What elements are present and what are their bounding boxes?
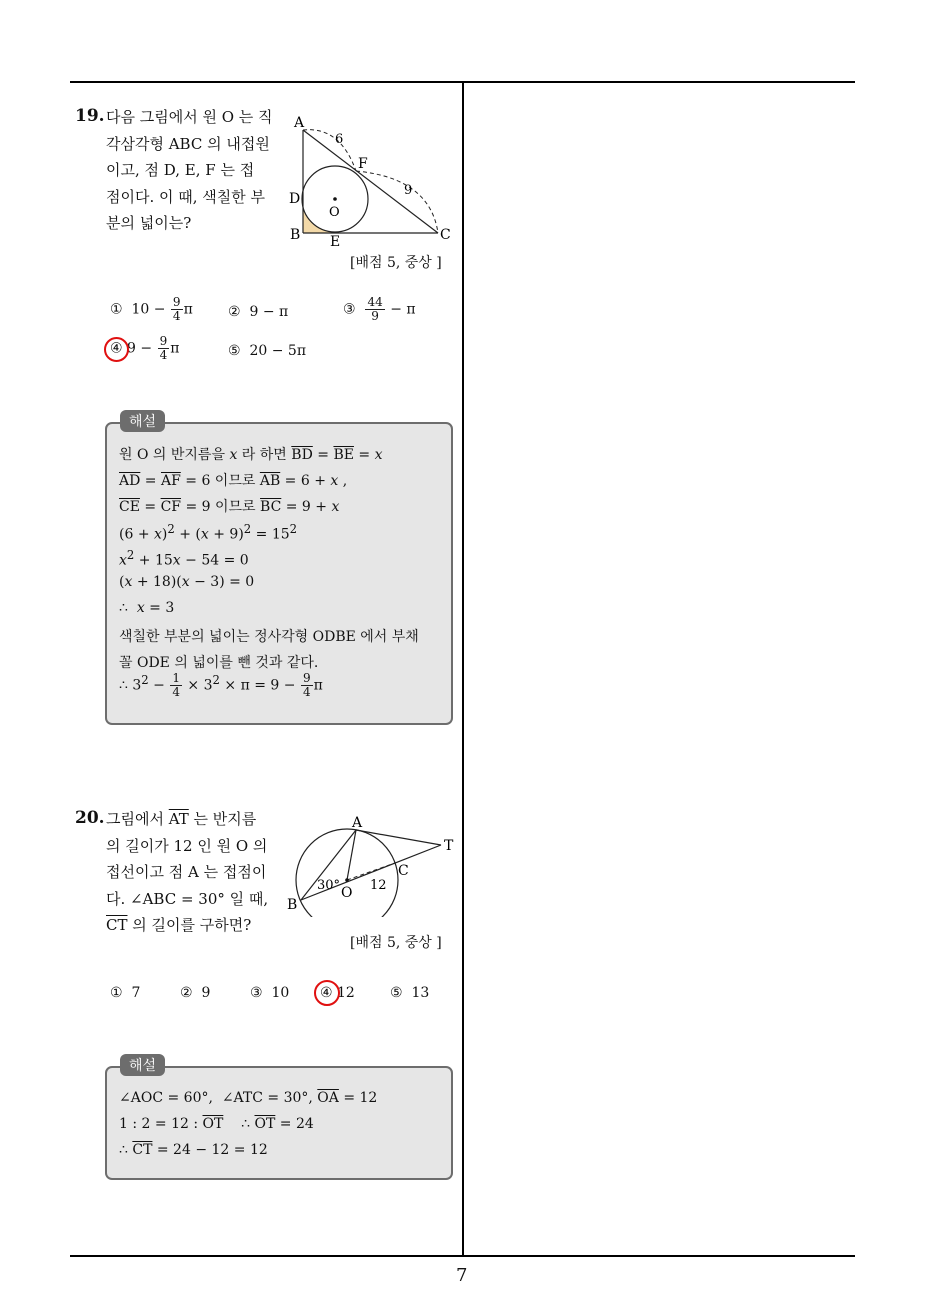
q20-solution-box [105,1066,453,1180]
label-t: T [444,838,454,854]
q20-figure [282,812,462,917]
label-o: O [341,885,353,901]
solution-line: $(6 + x)^2 + (x + 9)^2 = 15^2$ [119,522,298,543]
solution-line: ∴ $\overline{CT} = 24 - 12 = 12$ [119,1142,268,1158]
q20-text-line: 그림에서 $\overline{AT}$ 는 반지름 [106,810,257,828]
q20-text [106,806,274,939]
label-len-fc: 9 [404,183,413,198]
numerator: 9 [172,295,181,309]
denominator: 9 [371,309,379,323]
label-a: A [352,815,363,831]
choice-number: ② [180,985,193,1001]
page-number: 7 [456,1265,468,1286]
solution-line: 1 : 2 = 12 : $\overline{OT}$ ∴ $\overline{OT} = 24$ [119,1116,314,1132]
choice-value: 12 [337,985,355,1001]
q19-text-line: 점이다. 이 때, 색칠한 부 [106,187,266,206]
q20-choice-5[interactable] [390,985,429,1001]
choice-number: ④ [320,985,333,1001]
solution-line: ∠AOC = 60°, ∠ATC = 30°, $\overline{OA} = 12$ [119,1090,378,1106]
choice-pre: 10 − [131,301,166,318]
q19-choice-1[interactable] [110,296,193,323]
choice-number: ③ [343,301,356,318]
label-angle: 30° [317,878,341,893]
q20-number: 20. [75,808,105,828]
solution-line: 색칠한 부분의 넓이는 정사각형 ODBE 에서 부채 [119,629,419,645]
q20-score: [배점 5, 중상 ] [350,935,442,951]
q20-choice-1[interactable] [110,985,140,1001]
q20-choice-2[interactable] [180,985,210,1001]
q20-text-line: 다. ∠ABC = 30° 일 때, [106,889,269,908]
q20-text-line: 접선이고 점 A 는 접점이 [106,863,267,881]
q19-choice-2[interactable] [228,304,288,320]
choice-number: ① [110,985,123,1001]
q19-text [106,104,274,237]
choice-pre: 9 − [127,340,153,357]
q19-number: 19. [75,106,105,126]
q19-answer-mark [104,337,129,362]
center-dot [345,878,349,882]
q19-choice-5[interactable] [228,343,306,359]
denominator: 4 [159,348,168,362]
label-radius: 12 [370,878,387,893]
choice-value: 20 − 5π [249,343,307,359]
solution-line: (x + 18)(x − 3) = 0 [119,574,255,590]
choice-fraction [158,335,170,362]
solution-line: ∴ $3^2$ − $\frac{1}{4}$ × $3^2 \times \pi = 9$ − $\frac{9}{4}$ π [119,671,323,699]
choice-post: π [183,301,193,318]
radius-oa [347,830,356,880]
center-dot [333,197,337,201]
label-a: A [294,115,305,131]
label-b: B [287,897,298,913]
label-c: C [398,863,409,879]
choice-value: 9 [201,985,211,1001]
choice-post: − π [390,301,416,318]
label-len-af: 6 [335,132,344,147]
choice-number: ⑤ [228,343,241,359]
solution-line: ∴ x = 3 [119,600,175,616]
q19-solution-box [105,422,453,725]
label-e: E [330,234,341,248]
choice-number: ③ [250,985,263,1001]
choice-value: 13 [411,985,430,1001]
q19-choice-3[interactable] [343,296,416,323]
choice-fraction [171,296,183,323]
q20-solution-tag: 해설 [120,1054,165,1076]
label-o: O [329,205,340,220]
q19-figure [280,108,460,248]
choice-value: 9 − π [249,304,289,320]
q20-text-line: 의 길이가 12 인 원 O 의 [106,836,268,855]
solution-line: 꼴 ODE 의 넓이를 뺀 것과 같다. [119,655,319,671]
q20-text-line: $\overline{CT}$ 의 길이를 구하면? [106,916,252,934]
q19-text-line: 각삼각형 ABC 의 내접원 [106,134,270,153]
q20-choice-3[interactable] [250,985,289,1001]
denominator: 4 [172,309,181,323]
q19-text-line: 분의 넓이는? [106,214,192,232]
choice-number: ② [228,304,241,320]
q19-score: [배점 5, 중상 ] [350,255,442,271]
choice-number: ⑤ [390,985,403,1001]
q20-answer-mark [314,980,340,1006]
column-divider [462,81,464,1257]
q19-text-line: 다음 그림에서 원 O 는 직 [106,108,273,126]
solution-line: 원 O 의 반지름을 x 라 하면 $\overline{BD} = \overline{BE} = x$ [119,447,383,463]
q19-solution-tag: 해설 [120,410,165,432]
choice-number: ④ [110,340,123,357]
choice-post: π [170,340,180,357]
numerator: 44 [367,295,383,309]
label-d: D [289,191,301,207]
label-c: C [440,227,451,243]
label-b: B [290,227,301,243]
solution-line: $x^2 + 15x - 54 = 0$ [119,548,249,569]
choice-number: ① [110,301,123,318]
choice-fraction [365,296,384,323]
q19-text-line: 이고, 점 D, E, F 는 접 [106,161,255,179]
tangent-at [356,830,441,845]
choice-value: 10 [271,985,290,1001]
solution-line: $\overline{CE} = \overline{CF} = 9$ 이므로 $\overline{BC} = 9 + x$ [119,499,340,515]
numerator: 9 [159,334,168,348]
choice-value: 7 [131,985,141,1001]
solution-line: $\overline{AD} = \overline{AF} = 6$ 이므로 $\overline{AB} = 6 + x$ , [119,473,348,489]
label-f: F [358,156,368,172]
